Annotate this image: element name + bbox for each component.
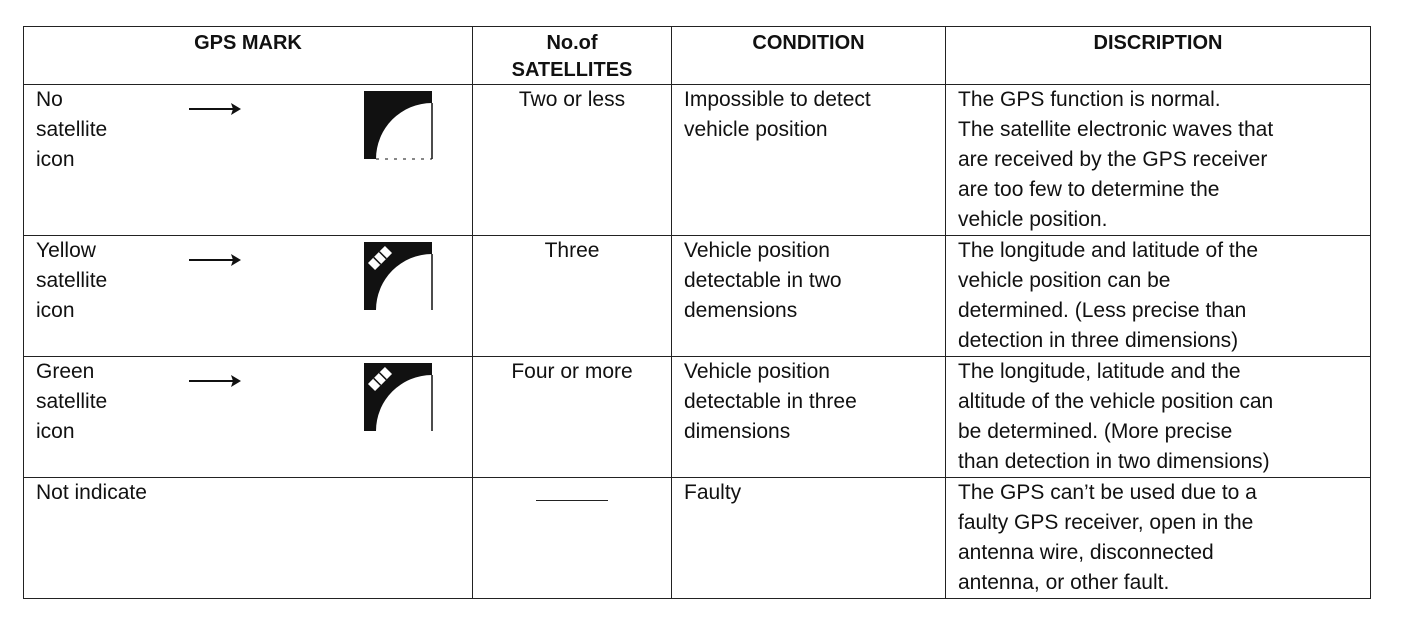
- satellites-cell: Two or less: [473, 85, 672, 236]
- table-row: [24, 236, 1371, 357]
- mark-label: No satellite icon: [36, 88, 108, 171]
- header-satellites: No.of SATELLITES: [473, 27, 672, 85]
- dash-line: [536, 500, 608, 501]
- table-row: [24, 357, 1371, 478]
- satellites-cell: [473, 478, 672, 599]
- mark-label: Not indicate: [36, 481, 147, 504]
- condition-cell: Vehicle position detectable in three dimensions: [672, 357, 946, 478]
- gps-mark-cell: [24, 85, 473, 236]
- right-arrow-icon: [187, 371, 243, 391]
- yellow-satellite-icon: [362, 240, 434, 312]
- satellites-cell: Three: [473, 236, 672, 357]
- header-row: [24, 27, 1371, 85]
- no-satellite-icon: [362, 89, 434, 161]
- description-cell: The longitude and latitude of the vehicle position can be determined. (Less precise than detection in three dimensions): [946, 236, 1371, 357]
- gps-mark-cell: [24, 478, 473, 599]
- description-cell: The GPS function is normal. The satellite electronic waves that are received by the GPS receiver are too few to determine the vehicle position.: [946, 85, 1371, 236]
- header-description: DISCRIPTION: [946, 27, 1371, 85]
- table-row: [24, 478, 1371, 599]
- description-cell: The GPS can’t be used due to a faulty GPS receiver, open in the antenna wire, disconnected antenna, or other fault.: [946, 478, 1371, 599]
- condition-cell: Faulty: [672, 478, 946, 599]
- right-arrow-icon: [187, 99, 243, 119]
- mark-label: Yellow satellite icon: [36, 239, 108, 322]
- gps-mark-cell: [24, 236, 473, 357]
- right-arrow-icon: [187, 250, 243, 270]
- condition-cell: Vehicle position detectable in two demensions: [672, 236, 946, 357]
- gps-mark-table: [23, 26, 1371, 599]
- condition-cell: Impossible to detect vehicle position: [672, 85, 946, 236]
- header-gps-mark: GPS MARK: [24, 27, 473, 85]
- satellites-cell: Four or more: [473, 357, 672, 478]
- description-cell: The longitude, latitude and the altitude of the vehicle position can be determined. (More precise than detection in two dimensions): [946, 357, 1371, 478]
- header-condition: CONDITION: [672, 27, 946, 85]
- mark-label: Green satellite icon: [36, 360, 108, 443]
- table-row: [24, 85, 1371, 236]
- green-satellite-icon: [362, 361, 434, 433]
- gps-mark-cell: [24, 357, 473, 478]
